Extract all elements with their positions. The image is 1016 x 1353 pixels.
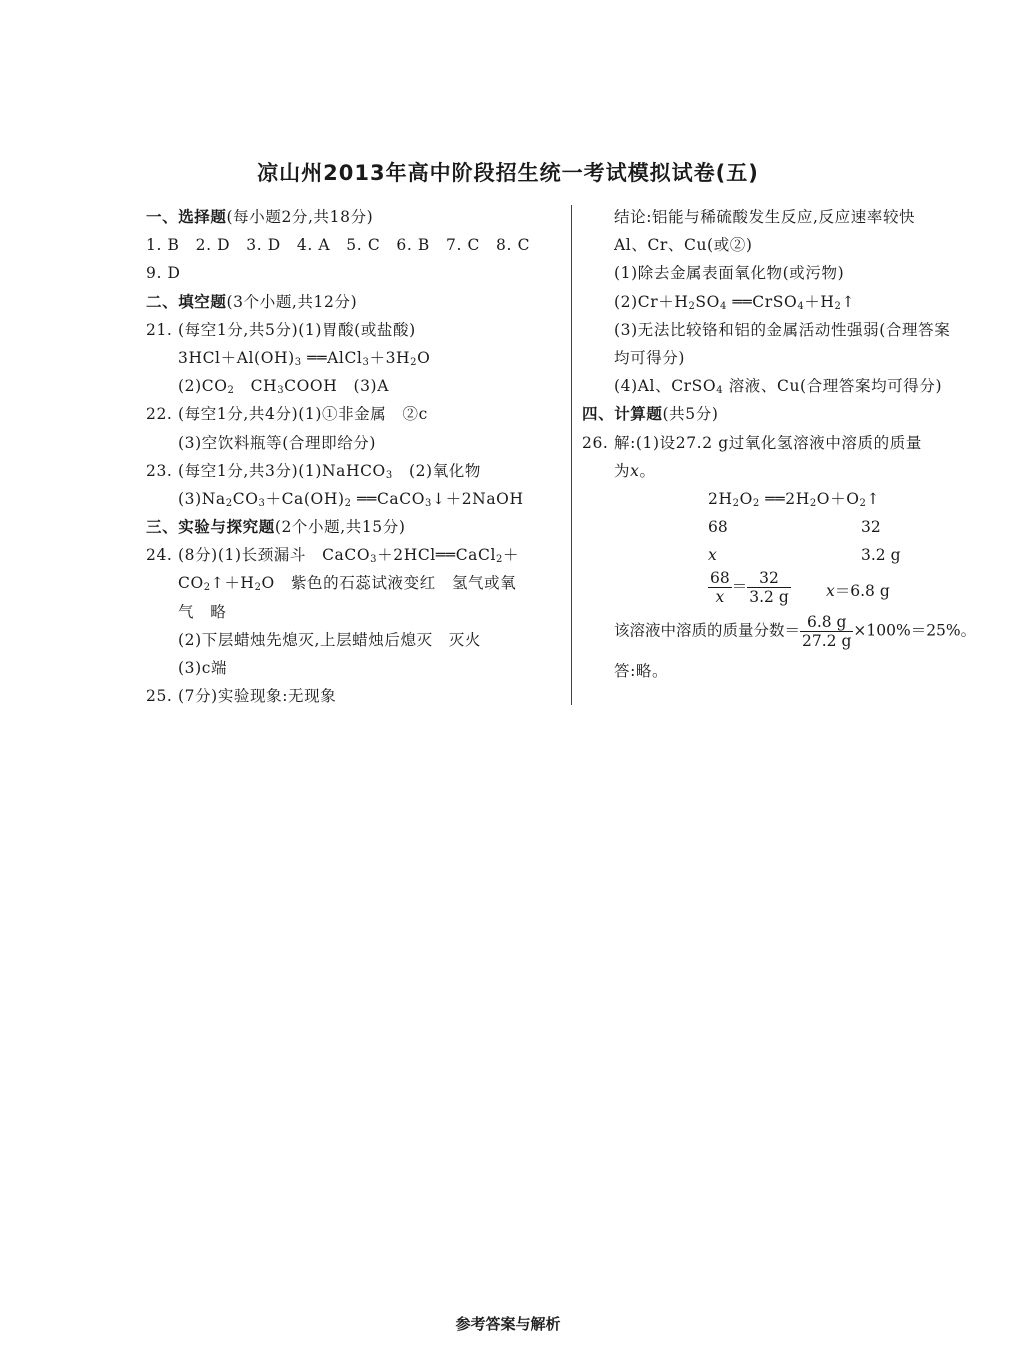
fraction-68-x: $\frac{68}{x}$ bbox=[710, 569, 730, 607]
q21-line3: $(2)CO_2$ $CH_3COOH$ (3)A bbox=[178, 377, 389, 397]
section4-heading: 四、计算题(共5分) bbox=[582, 405, 719, 424]
mass-32: 32 bbox=[861, 518, 881, 537]
q22-line1: 22. (每空1分,共4分)(1)①非金属 ②c bbox=[146, 405, 428, 424]
left-column bbox=[146, 203, 562, 710]
answer-r4: (4)Al、CrSO$_4$ 溶液、Cu(合理答案均可得分) bbox=[614, 377, 943, 397]
answer-r3b: 均可得分) bbox=[614, 348, 686, 367]
page-title: 凉山州2013年高中阶段招生统一考试模拟试卷(五) bbox=[257, 161, 759, 185]
answer-r2: $(2)Cr+H_2SO_4$ $══CrSO_4+H_2↑$ bbox=[614, 292, 856, 312]
answer-r3: (3)无法比较铬和铝的金属活动性强弱(合理答案 bbox=[614, 320, 951, 339]
section1-heading: 一、选择题(每小题2分,共18分) bbox=[146, 208, 374, 226]
answer-r1: (1)除去金属表面氧化物(或污物) bbox=[614, 264, 845, 283]
q21-equation: $3HCl+Al(OH)_3$ $══AlCl_3+3H_2O$ bbox=[178, 348, 431, 368]
result-x: x＝6.8 g bbox=[826, 582, 890, 601]
q24-line1: 24. (8分)(1)长颈漏斗 CaCO$_3$＋2HCl══CaCl$_2$＋ bbox=[146, 546, 520, 566]
fraction-32-3-2g: $\frac{32}{3.2 g}$ bbox=[749, 569, 789, 607]
conclusion-line2: Al、Cr、Cu(或②) bbox=[614, 236, 753, 255]
column-divider bbox=[571, 205, 572, 705]
choice-answers-1: 1. B 2. D 3. D 4. A 5. C 6. B 7. C 8. C bbox=[146, 236, 531, 255]
q23-line1: 23. (每空1分,共3分)(1)NaHCO$_3$ (2)氧化物 bbox=[146, 461, 481, 481]
unknown-x: x bbox=[708, 546, 717, 565]
q26-equation: $2H_2O_2$ $══2H_2O+O_2↑$ bbox=[708, 489, 881, 509]
choice-answers-2: 9. D bbox=[146, 264, 181, 283]
q24-line3: 气 略 bbox=[178, 602, 227, 621]
mass-3-2g: 3.2 g bbox=[861, 546, 901, 565]
page-footer: 参考答案与解析 bbox=[455, 1315, 561, 1333]
q22-line2: (3)空饮料瓶等(合理即给分) bbox=[178, 433, 377, 452]
section3-heading: 三、实验与探究题(2个小题,共15分) bbox=[146, 518, 406, 537]
q26-proportion: $\frac{68}{x}$ ＝ $\frac{32}{3.2 g}$ x＝6.8 g bbox=[710, 569, 890, 607]
q21-line1: 21. (每空1分,共5分)(1)胃酸(或盐酸) bbox=[146, 320, 416, 339]
q24-line2: $CO_2↑+H_2O$ 紫色的石蕊试液变红 氢气或氧 bbox=[178, 574, 517, 594]
final-answer: 答:略。 bbox=[614, 662, 669, 681]
right-column bbox=[582, 203, 1002, 686]
q26-ratio-row bbox=[582, 513, 1002, 541]
conclusion-line1: 结论:铝能与稀硫酸发生反应,反应速率较快 bbox=[614, 208, 916, 226]
fraction-mass: $\frac{6.8 g}{27.2 g}$ bbox=[802, 613, 852, 651]
q24-line5: (3)c端 bbox=[178, 659, 228, 677]
q26-line1: 26. 解:(1)设27.2 g过氧化氢溶液中溶质的质量 bbox=[582, 433, 922, 452]
q26-line2: 为x。 bbox=[614, 461, 656, 480]
q23-equation: $(3)Na_2CO_3+Ca(OH)_2$ ══CaCO$_3$↓＋2NaOH bbox=[178, 489, 524, 509]
mass-fraction-line: 该溶液中溶质的质量分数＝ $\frac{6.8 g}{27.2 g}$ ×100%＝25%。 bbox=[614, 613, 977, 651]
q24-line4: (2)下层蜡烛先熄灭,上层蜡烛后熄灭 灭火 bbox=[178, 630, 481, 649]
q25-line1: 25. (7分)实验现象:无现象 bbox=[146, 687, 337, 706]
q26-unknown-row bbox=[582, 541, 1002, 569]
section2-heading: 二、填空题(3个小题,共12分) bbox=[146, 292, 358, 311]
mass-68: 68 bbox=[708, 518, 728, 537]
